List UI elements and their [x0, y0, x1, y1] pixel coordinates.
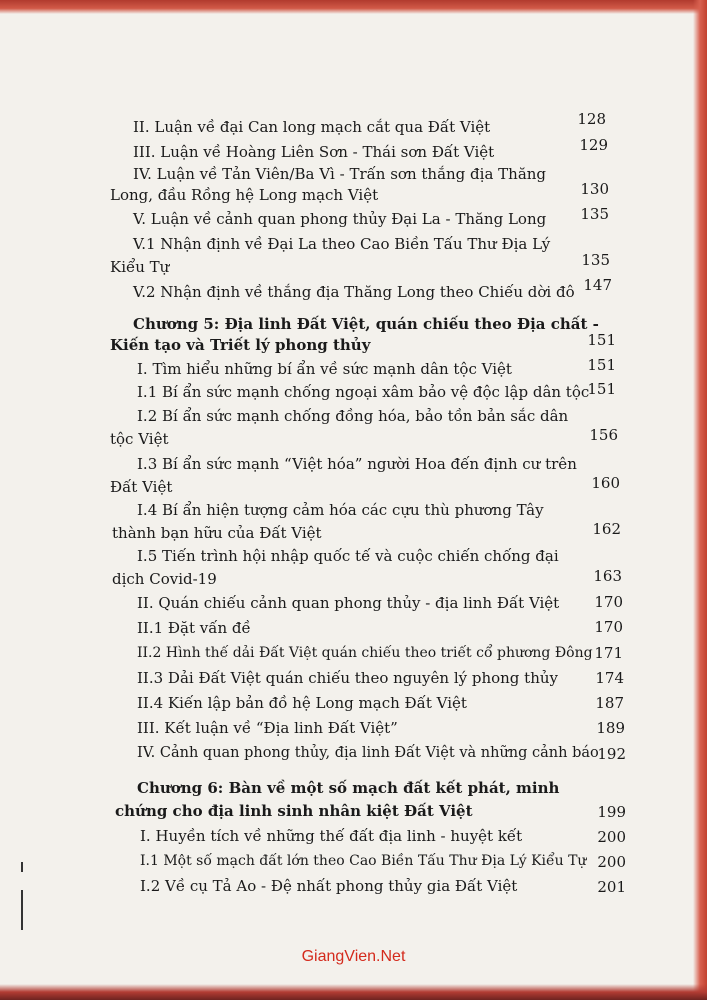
toc-entry-page: 187: [595, 694, 624, 712]
toc-entry-label: IV. Cảnh quan phong thủy, địa linh Đất Việt và những cảnh báo: [137, 745, 599, 761]
toc-entry-label: II. Luận về đại Can long mạch cắt qua Đất Việt: [133, 118, 491, 136]
toc-entry-page: 128: [577, 110, 606, 128]
toc-entry-label: V. Luận về cảnh quan phong thủy Đại La - Thăng Long: [133, 210, 547, 228]
toc-entry-page: 130: [580, 180, 609, 198]
toc-entry-page: 189: [596, 719, 625, 737]
toc-entry-label: III. Luận về Hoàng Liên Sơn - Thái sơn Đất Việt: [133, 143, 495, 161]
toc-entry-page: 174: [595, 669, 624, 687]
toc-entry-page: 151: [587, 380, 616, 398]
toc-entry-label: III. Kết luận về “Địa linh Đất Việt”: [137, 719, 398, 737]
toc-entry-label: II.3 Dải Đất Việt quán chiếu theo nguyên lý phong thủy: [137, 669, 559, 687]
toc-entry-page: 162: [592, 520, 621, 538]
toc-entry-label: I.1 Một số mạch đất lớn theo Cao Biền Tấu Thư Địa Lý Kiểu Tự: [140, 853, 587, 869]
toc-entry-label: I.1 Bí ẩn sức mạnh chống ngoại xâm bảo vệ độc lập dân tộc: [137, 383, 590, 401]
toc-entry-page: 147: [583, 276, 612, 294]
toc-chapter-page: 151: [587, 331, 616, 349]
toc-entry-label: V.1 Nhận định về Đại La theo Cao Biền Tấu Thư Địa Lý: [133, 235, 551, 253]
toc-entry-page: 200: [597, 828, 626, 846]
toc-chapter-title-continued: Kiến tạo và Triết lý phong thủy: [110, 336, 371, 354]
toc-entry-label: II.2 Hình thế dải Đất Việt quán chiếu theo triết cổ phương Đông: [137, 645, 593, 661]
toc-chapter-title: Chương 6: Bàn về một số mạch đất kết phát, minh: [137, 779, 560, 797]
toc-entry-label: I.2 Về cụ Tả Ao - Đệ nhất phong thủy gia Đất Việt: [140, 877, 518, 895]
toc-entry-label-continued: Đất Việt: [110, 478, 173, 496]
toc-entry-page: 170: [594, 618, 623, 636]
toc-chapter-page: 199: [597, 803, 626, 821]
toc-entry-label: I.2 Bí ẩn sức mạnh chống đồng hóa, bảo tồn bản sắc dân: [137, 407, 569, 425]
toc-entry-page: 151: [587, 356, 616, 374]
toc-chapter-title: Chương 5: Địa linh Đất Việt, quán chiếu theo Địa chất -: [133, 315, 599, 333]
toc-entry-page: 160: [591, 474, 620, 492]
toc-entry-label-continued: thành bạn hữu của Đất Việt: [112, 524, 322, 542]
toc-entry-page: 135: [580, 205, 609, 223]
toc-entry-label-continued: Long, đầu Rồng hệ Long mạch Việt: [110, 186, 379, 204]
toc-entry-page: 129: [579, 136, 608, 154]
toc-entry-label: IV. Luận về Tản Viên/Ba Vì - Trấn sơn thắng địa Thăng: [133, 165, 547, 183]
toc-entry-page: 171: [594, 644, 623, 662]
toc-entry-page: 163: [593, 567, 622, 585]
toc-entry-page: 192: [597, 745, 626, 763]
toc-entry-page: 170: [594, 593, 623, 611]
toc-entry-label: I. Tìm hiểu những bí ẩn về sức mạnh dân tộc Việt: [137, 360, 512, 378]
toc-entry-label-continued: Kiểu Tự: [110, 258, 170, 276]
toc-entry-page: 135: [581, 251, 610, 269]
toc-entry-label-continued: dịch Covid-19: [112, 570, 217, 588]
toc-entry-label: II.4 Kiến lập bản đồ hệ Long mạch Đất Việt: [137, 694, 467, 712]
toc-entry-label: I.4 Bí ẩn hiện tượng cảm hóa các cựu thù phương Tây: [137, 501, 544, 519]
toc-chapter-title-continued: chứng cho địa linh sinh nhân kiệt Đất Việt: [115, 802, 473, 820]
toc-entry-label: I.5 Tiến trình hội nhập quốc tế và cuộc chiến chống đại: [137, 547, 559, 565]
watermark-footer: GiangVien.Net: [301, 948, 406, 965]
toc-entry-label: II. Quán chiếu cảnh quan phong thủy - địa linh Đất Việt: [137, 594, 560, 612]
toc-entry-label: V.2 Nhận định về thắng địa Thăng Long theo Chiếu dời đô: [133, 283, 575, 301]
toc-entry-label: I.3 Bí ẩn sức mạnh “Việt hóa” người Hoa đến định cư trên: [137, 455, 577, 473]
toc-entry-page: 156: [589, 426, 618, 444]
toc-entry-label: II.1 Đặt vấn đề: [137, 619, 251, 637]
toc-entry-label-continued: tộc Việt: [110, 430, 169, 448]
toc-entry-page: 200: [597, 853, 626, 871]
toc-entry-page: 201: [597, 878, 626, 896]
toc-entry-label: I. Huyền tích về những thế đất địa linh - huyệt kết: [140, 827, 523, 845]
